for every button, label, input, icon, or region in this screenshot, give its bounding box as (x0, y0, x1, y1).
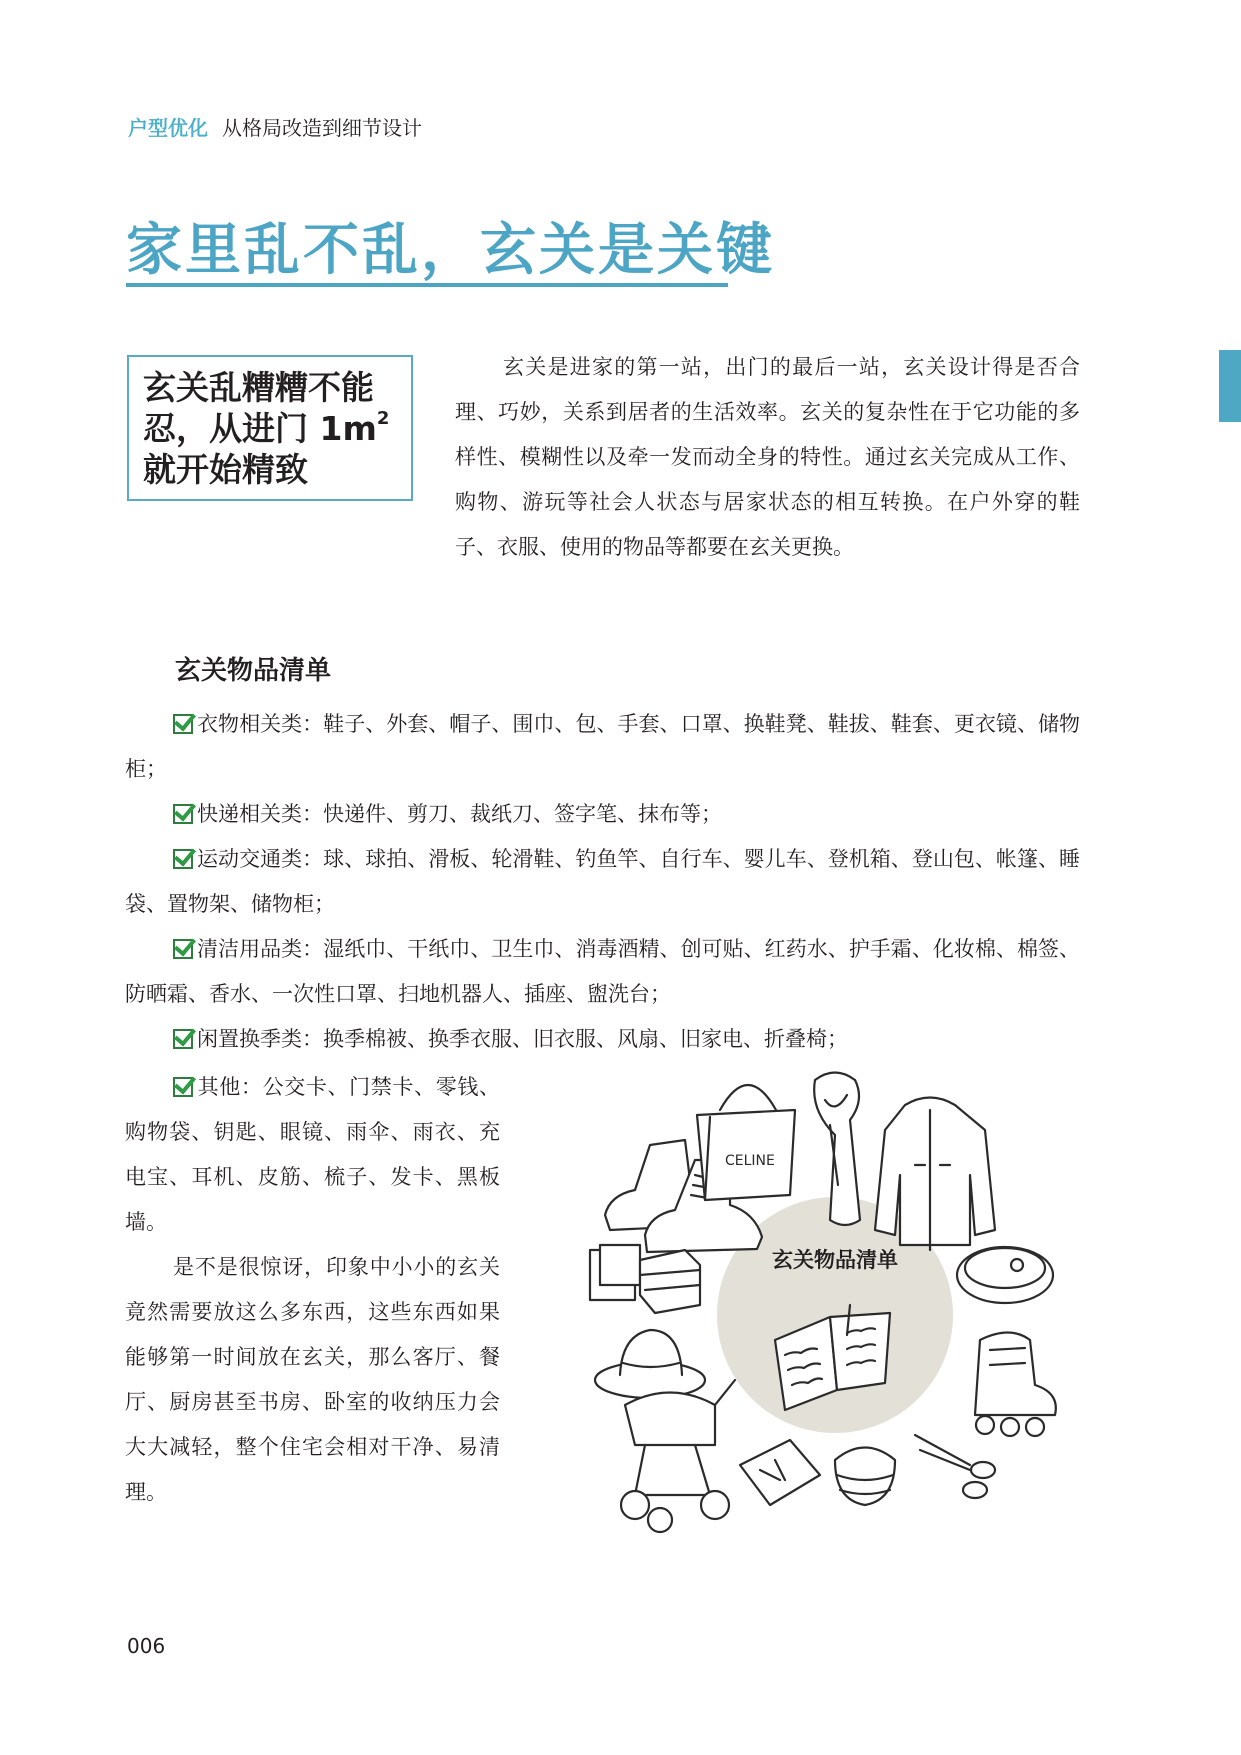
checklist (125, 702, 1080, 1062)
callout-box (127, 355, 413, 501)
page-number: 006 (127, 1634, 166, 1658)
illustration-svg (585, 1065, 1085, 1565)
checkbox-icon (173, 1029, 193, 1049)
checklist-text: 闲置换季类：换季棉被、换季衣服、旧衣服、风扇、旧家电、折叠椅； (197, 1027, 848, 1051)
checkbox-icon (173, 1077, 193, 1097)
callout-text (143, 367, 399, 490)
checklist-item-other (125, 1065, 500, 1245)
checkbox-icon (173, 714, 193, 734)
scissors-icon (915, 1435, 995, 1498)
checklist-text: 清洁用品类：湿纸巾、干纸巾、卫生巾、消毒酒精、创可贴、红药水、护手霜、化妆棉、棉签、防晒霜、香水、一次性口罩、扫地机器人、插座、盥洗台； (125, 937, 1080, 1006)
left-column (125, 1065, 500, 1515)
checklist-text: 运动交通类：球、球拍、滑板、轮滑鞋、钓鱼竿、自行车、婴儿车、登机箱、登山包、帐篷、睡袋、置物架、储物柜； (125, 847, 1080, 916)
checkbox-icon (173, 804, 193, 824)
checklist-text: 快递相关类：快递件、剪刀、裁纸刀、签字笔、抹布等； (197, 802, 722, 826)
header-subtitle: 从格局改造到细节设计 (222, 116, 422, 140)
title-underline (126, 283, 728, 287)
illustration-center-label: 玄关物品清单 (772, 1248, 898, 1272)
callout-tail: 就开始精致 (143, 450, 308, 489)
callout-superscript: 2 (376, 408, 390, 429)
stroller-icon (621, 1380, 735, 1532)
intro-paragraph: 玄关是进家的第一站，出门的最后一站，玄关设计得是否合理、巧妙，关系到居者的生活效率。玄关的复杂性在于它功能的多样性、模糊性以及牵一发而动全身的特性。通过玄关完成从工作、购物、游玩等社会人状态与居家状态的相互转换。在户外穿的鞋子、衣服、使用的物品等都要在玄关更换。 (455, 355, 1080, 559)
checklist-text: 衣物相关类：鞋子、外套、帽子、围巾、包、手套、口罩、换鞋凳、鞋拔、鞋套、更衣镜、储物柜； (125, 712, 1080, 781)
running-header (128, 112, 422, 141)
chapter-tab (1219, 350, 1241, 422)
bag-brand-label: CELINE (725, 1153, 775, 1169)
closing-paragraph: 是不是很惊讶，印象中小小的玄关竟然需要放这么多东西，这些东西如果能够第一时间放在玄关，那么客厅、餐厅、厨房甚至书房、卧室的收纳压力会大大减轻，整个住宅会相对干净、易清理。 (125, 1255, 500, 1504)
callout-line: 玄关乱糟糟不能忍，从进门 1m (143, 368, 377, 448)
checklist-item (125, 927, 1080, 1017)
handbag-icon (697, 1085, 795, 1200)
hat-icon (595, 1330, 705, 1398)
checkbox-icon (173, 939, 193, 959)
page-title: 家里乱不乱，玄关是关键 (126, 218, 775, 283)
checklist-item (125, 837, 1080, 927)
checkbox-icon (173, 849, 193, 869)
header-series: 户型优化 (128, 116, 208, 140)
entryway-items-illustration (585, 1065, 1085, 1565)
checklist-item (125, 702, 1080, 792)
checklist-text: 其他：公交卡、门禁卡、零钱、购物袋、钥匙、眼镜、雨伞、雨衣、充电宝、耳机、皮筋、梳子、发卡、黑板墙。 (125, 1075, 500, 1234)
section-title: 玄关物品清单 (175, 656, 332, 686)
face-mask-icon (835, 1448, 895, 1506)
jacket-icon (875, 1098, 995, 1251)
robot-vacuum-icon (957, 1247, 1053, 1303)
checklist-item (125, 1017, 1080, 1062)
package-boxes-icon (590, 1245, 700, 1313)
roller-skates-icon (975, 1333, 1056, 1437)
wet-wipe-icon (740, 1440, 820, 1505)
checklist-item (125, 792, 1080, 837)
